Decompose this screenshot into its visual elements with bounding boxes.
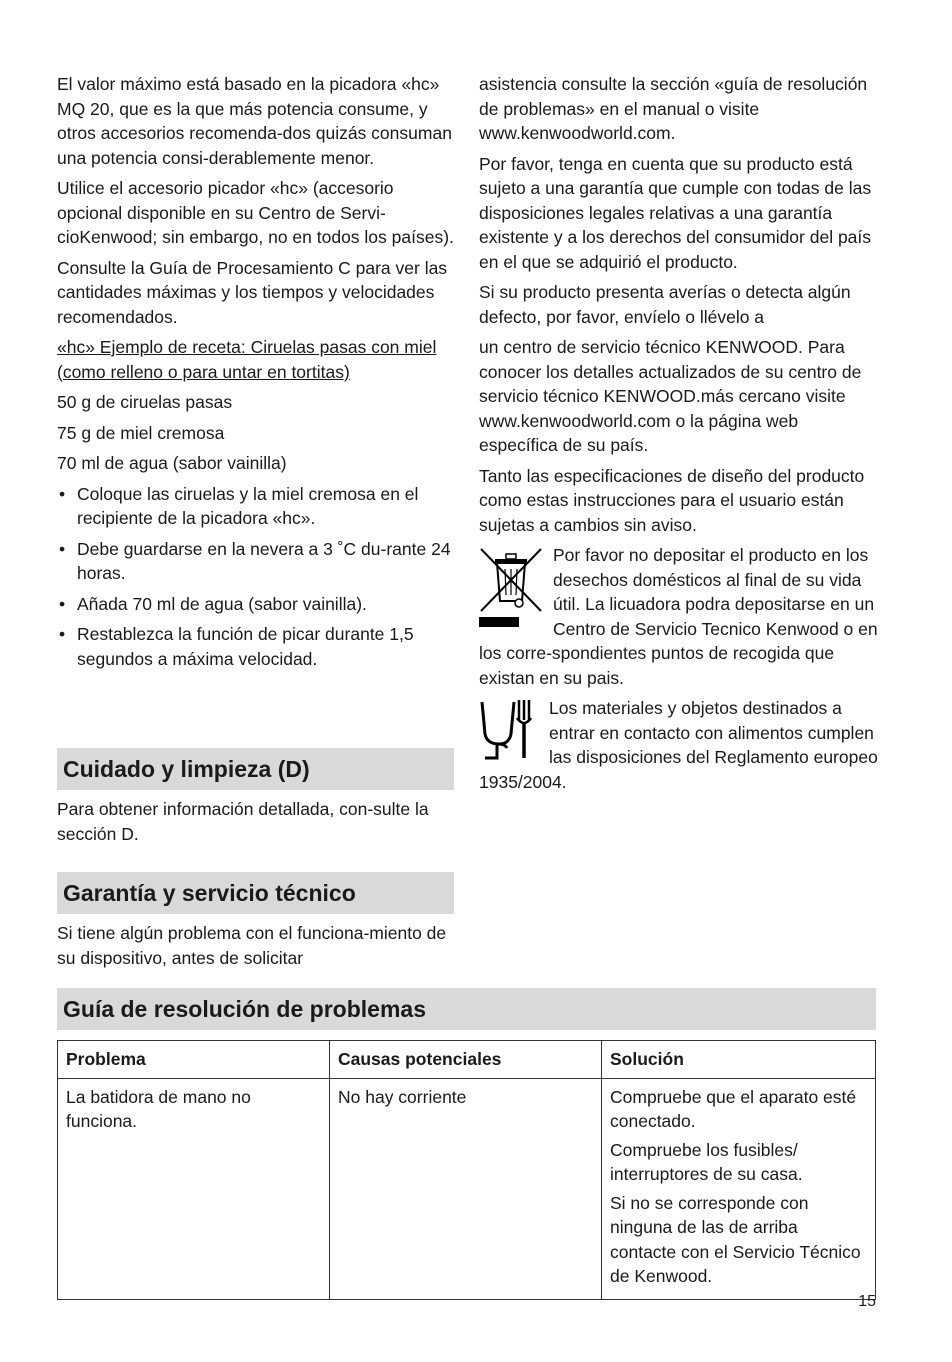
max-power-paragraph: El valor máximo está basado en la picadora «hc» MQ 20, que es la que más potencia consume, y otros accesorios recomenda-dos quizás consuman una potencia consi-derablemente menor. <box>57 74 452 168</box>
assistance-paragraph: asistencia consulte la sección «guía de resolución de problemas» en el manual o visite www.kenwoodworld.com. <box>479 74 868 143</box>
solution-3: Si no se corresponde con ninguna de las de arriba contacte con el Servicio Técnico de Kenwood. <box>610 1192 861 1286</box>
crossed-out-wheelie-bin-icon <box>479 545 543 629</box>
recipe-step: • Restablezca la función de picar durante 1,5 segundos a máxima velocidad. <box>57 622 455 671</box>
food-contact-text: Los materiales y objetos destinados a entrar en contacto con alimentos cumplen las disposiciones del Reglamento europeo 1935/2004. <box>479 698 878 792</box>
troubleshooting-table <box>57 1040 876 1300</box>
recipe-title: «hc» Ejemplo de receta: Ciruelas pasas con miel (como relleno o para untar en tortitas) <box>57 337 437 382</box>
chopper-accessory-paragraph: Utilice el accesorio picador «hc» (accesorio opcional disponible en su Centro de Servi-cioKenwood; sin embargo, no en todos los países). <box>57 178 454 247</box>
left-column <box>57 72 455 677</box>
troubleshooting-heading: Guía de resolución de problemas <box>57 988 876 1030</box>
warranty-text-block <box>57 921 455 976</box>
recipe-step: • Añada 70 ml de agua (sabor vainilla). <box>57 592 455 617</box>
header-problem: Problema <box>58 1041 330 1079</box>
page-number: 15 <box>858 1293 876 1310</box>
warranty-legal-paragraph: Por favor, tenga en cuenta que su producto está sujeto a una garantía que cumple con todas de las disposiciones legales relativas a una garantía existente y a los derechos del consumidor del país en el que se adquirió el producto. <box>479 153 872 272</box>
weee-text: Por favor no depositar el producto en los desechos domésticos al final de su vida útil. La licuadora podra depositarse en un Centro de Servicio Tecnico Kenwood o en los corre-spondientes puntos de recogida que existan en su pais. <box>479 545 878 688</box>
solution-2: Compruebe los fusibles/ interruptores de su casa. <box>610 1139 803 1184</box>
recipe-step: • Coloque las ciruelas y la miel cremosa en el recipiente de la picadora «hc». <box>57 482 455 531</box>
glass-fork-food-contact-icon <box>479 698 535 760</box>
care-heading: Cuidado y limpieza (D) <box>57 748 454 790</box>
header-causes: Causas potenciales <box>330 1041 602 1079</box>
specifications-paragraph: Tanto las especificaciones de diseño del producto como estas instrucciones para el usuario están sujetas a cambios sin aviso. <box>479 465 865 535</box>
ingredient-2: 75 g de miel cremosa <box>57 422 225 443</box>
ingredient-3: 70 ml de agua (sabor vainilla) <box>57 453 287 473</box>
right-column <box>479 72 879 800</box>
cell-solution <box>602 1078 876 1299</box>
processing-guide-paragraph: Consulte la Guía de Procesamiento C para ver las cantidades máximas y los tiempos y velocidades recomendados. <box>57 257 448 327</box>
care-text: Para obtener información detallada, con-sulte la sección D. <box>57 799 429 844</box>
table-header-row <box>58 1041 876 1079</box>
warranty-text: Si tiene algún problema con el funciona-miento de su dispositivo, antes de solicitar <box>57 923 447 968</box>
weee-block <box>479 543 879 696</box>
recipe-steps <box>57 482 455 672</box>
header-solution: Solución <box>602 1041 876 1079</box>
cell-cause: No hay corriente <box>330 1078 602 1299</box>
cell-problem: La batidora de mano no funciona. <box>58 1078 330 1299</box>
food-contact-block <box>479 696 879 800</box>
care-text-block <box>57 797 455 852</box>
defect-paragraph: Si su producto presenta averías o detecta algún defecto, por favor, envíelo o llévelo a <box>479 282 851 327</box>
ingredient-1: 50 g de ciruelas pasas <box>57 392 233 412</box>
solution-1: Compruebe que el aparato esté conectado. <box>610 1086 857 1131</box>
service-center-paragraph: un centro de servicio técnico KENWOOD. Para conocer los detalles actualizados de su centro de servicio técnico KENWOOD.más cercano visite www.kenwoodworld.com o la página web específica de su país. <box>479 337 862 455</box>
recipe-step: • Debe guardarse en la nevera a 3 ˚C du-rante 24 horas. <box>57 537 455 586</box>
table-row <box>58 1078 876 1299</box>
warranty-heading: Garantía y servicio técnico <box>57 872 454 914</box>
